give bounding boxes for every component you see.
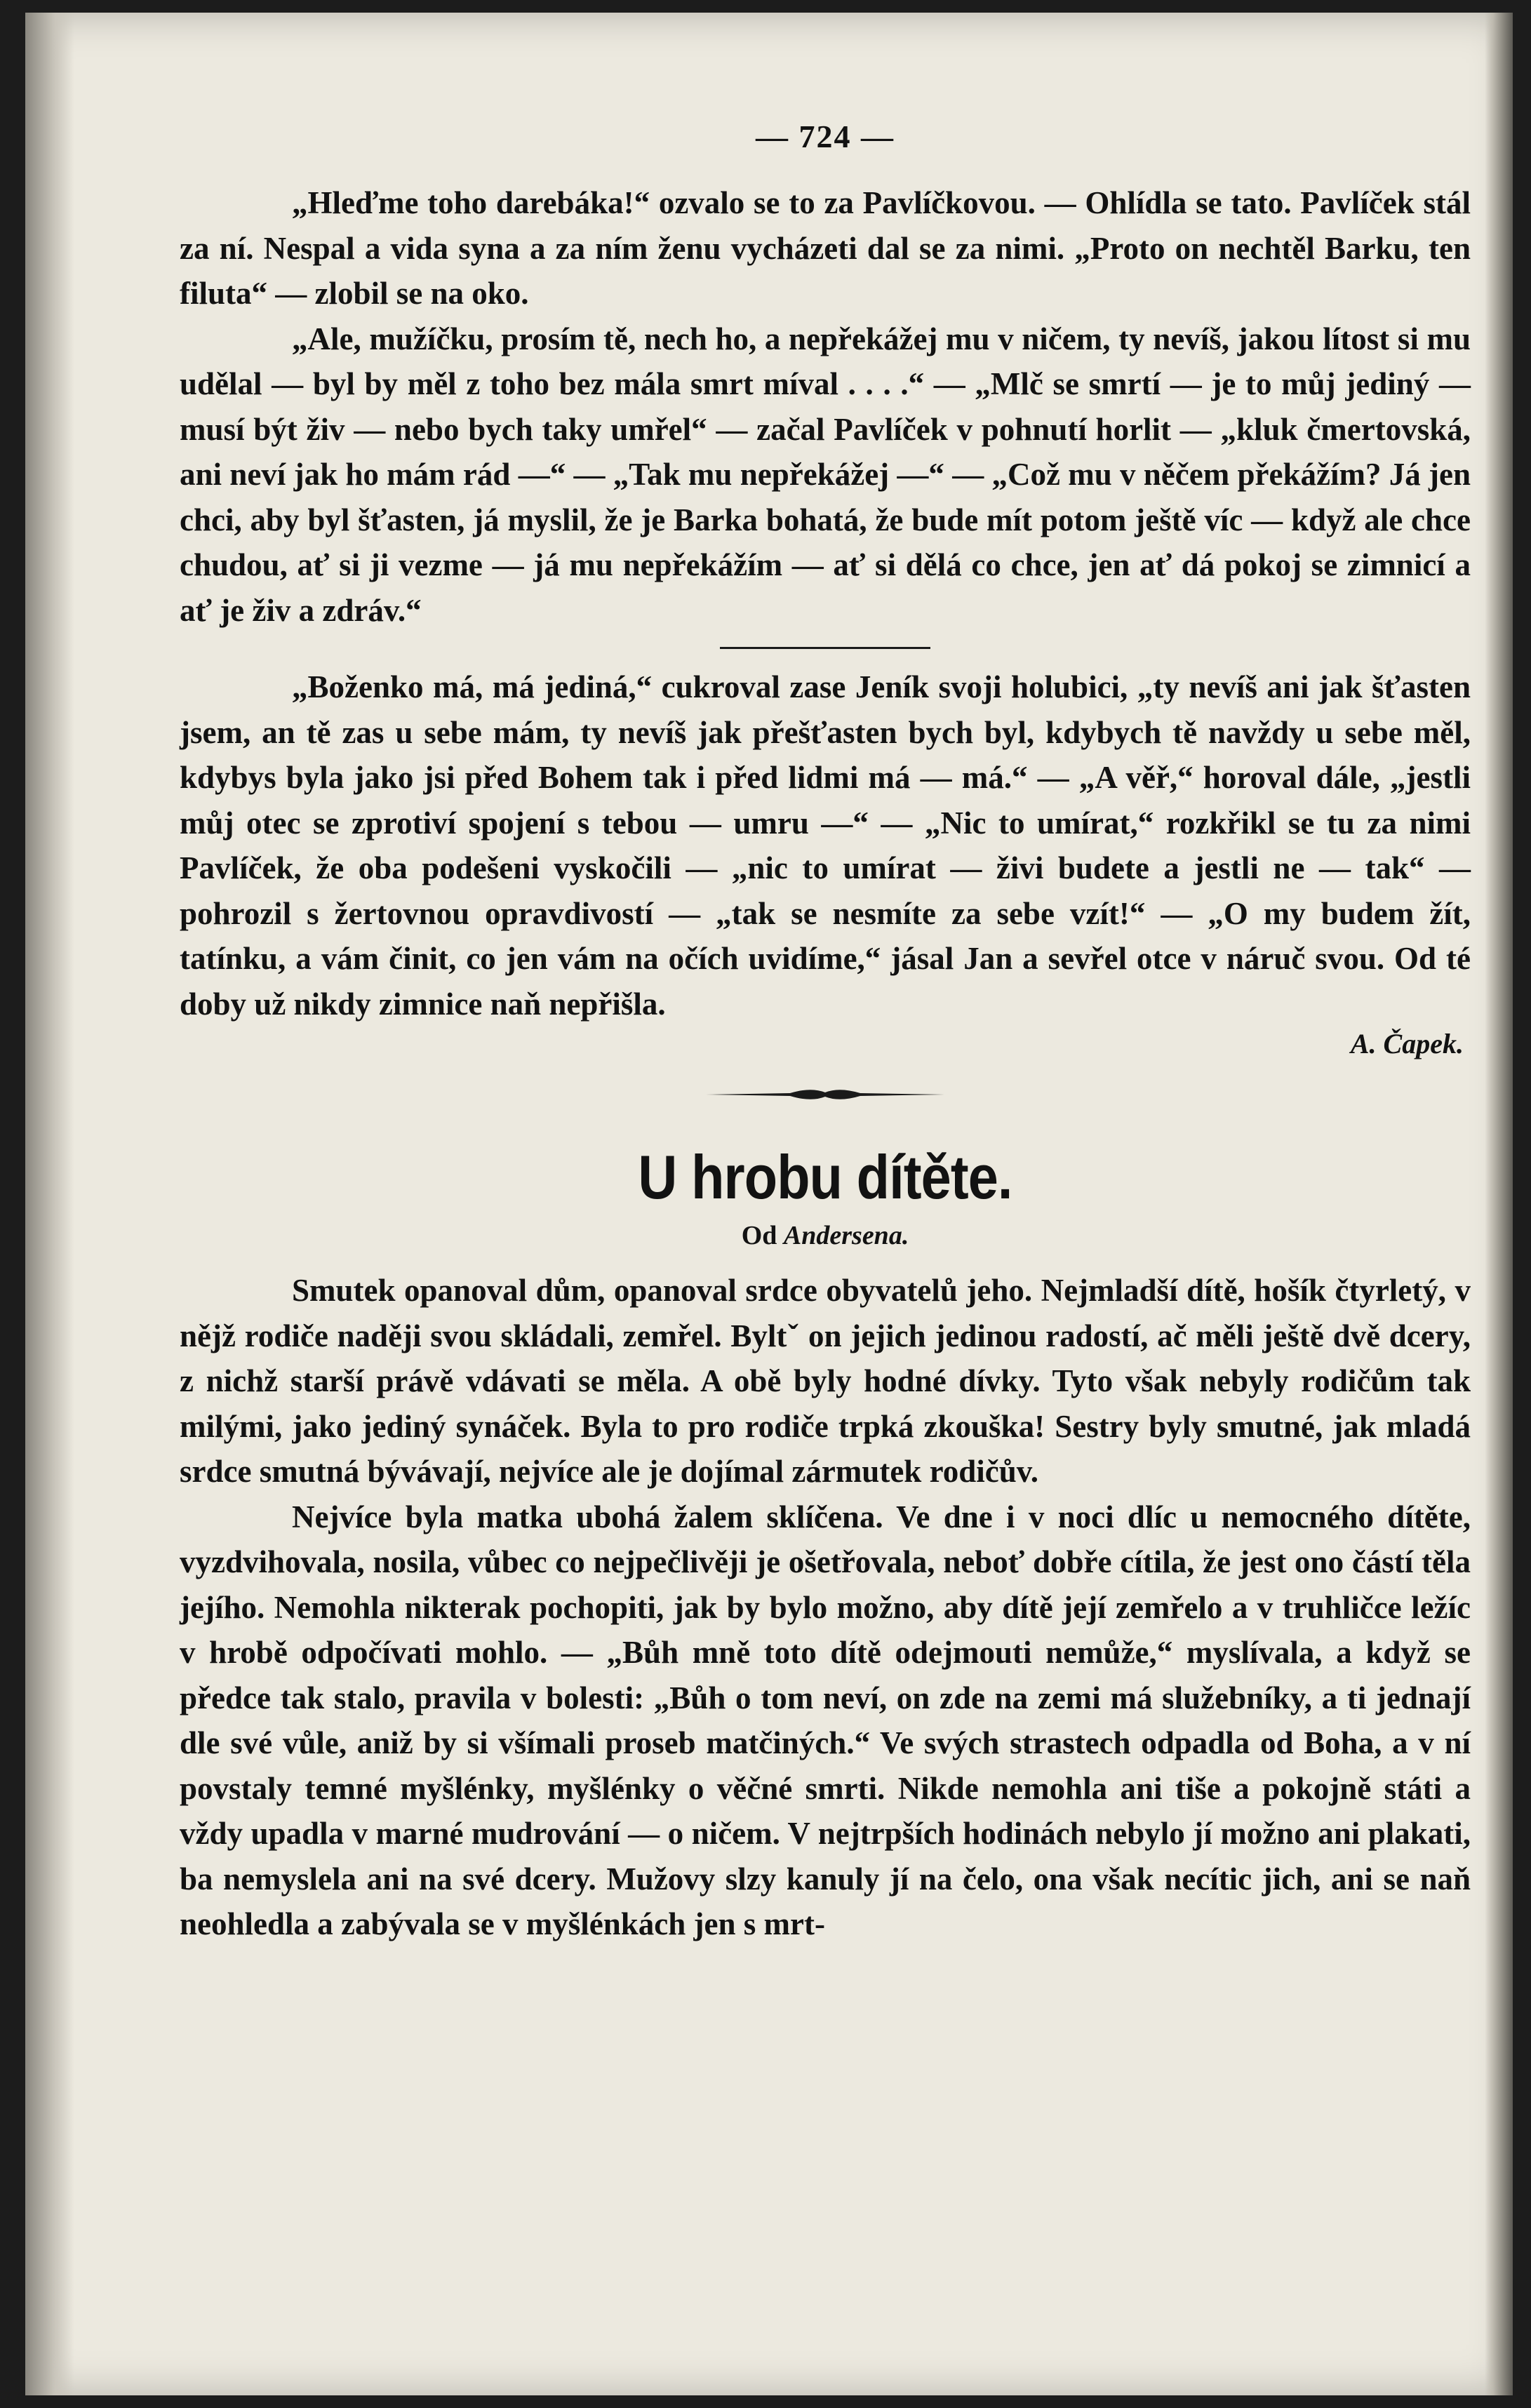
author-name: Andersena. [783,1221,909,1250]
story2-paragraph: Smutek opanoval dům, opanoval srdce obyvatelů jeho. Nejmladší dítě, hošík čtyrletý, v nějž rodiče naději svou skládali, zemřel. Byltˇ on jejich jedinou radostí, ač měli ještě dvě dcery, z nichž starší právě vdávati se měla. A obě byly hodné dívky. Tyto však nebyly rodičům tak milými, jako jediný synáček. Byla to pro rodiče trpká zkouška! Sestry byly smutné, jak mladá srdce smutná bývávají, nejvíce ale je dojímal zármutek rodičův. [180,1273,1471,1489]
ornament-divider [706,1084,944,1105]
section-divider [720,647,930,649]
story-author [180,1220,1471,1251]
story1-paragraph: „Ale, mužíčku, prosím tě, nech ho, a nepřekážej mu v ničem, ty nevíš, jakou lítost si mu udělal — byl by měl z toho bez mála smrt míval . . . .“ — „Mlč se smrtí — je to můj jediný — musí být živ — nebo bych taky umřel“ — začal Pavlíček v pohnutí horlit — „kluk čmertovská, ani neví jak ho mám rád —“ — „Tak mu nepřekážej —“ — „Což mu v něčem překážím? Já jen chci, aby byl šťasten, já myslil, že je Barka bohatá, že bude mít potom ještě víc — když ale chce chudou, ať si ji vezme — já mu nepřekážím — ať si dělá co chce, jen ať dá pokoj se zimnicí a ať je živ a zdráv.“ [180,321,1471,628]
story1-paragraph: „Boženko má, má jediná,“ cukroval zase Jeník svoji holubici, „ty nevíš ani jak šťasten jsem, an tě zas u sebe mám, ty nevíš jak přešťasten bych byl, kdybych tě navždy u sebe měl, kdybys byla jako jsi před Bohem tak i před lidmi má — má.“ — „A věř,“ horoval dále, „jestli můj otec se zprotiví spojení s tebou — umru —“ — „Nic to umírat,“ rozkřikl se tu za nimi Pavlíček, že oba podešeni vyskočili — „nic to umírat — živi budete a jestli ne — tak“ — pohrozil s žertovnou opravdivostí — „tak se nesmíte za sebe vzít!“ — „O my budem žít, tatínku, a vám činit, co jen vám na očích uvidíme,“ jásal Jan a sevřel otce v náruč svou. Od té doby už nikdy zimnice naň nepřišla. [180,669,1471,1022]
page-content [180,118,1471,1947]
page-number: — 724 — [756,119,895,154]
scanned-page [25,13,1513,2395]
story2-paragraph: Nejvíce byla matka ubohá žalem sklíčena. Ve dne i v noci dlíc u nemocného dítěte, vyzdvihovala, nosila, vůbec co nejpečlivěji je ošetřovala, neboť dobře cítila, že jest ono částí těla jejího. Nemohla nikterak pochopiti, jak by bylo možno, aby dítě její zemřelo a v truhličce ležíc v hrobě odpočívati mohlo. — „Bůh mně toto dítě odejmouti nemůže,“ myslívala, a když se předce tak stalo, pravila v bolesti: „Bůh o tom neví, on zde na zemi má služebníky, a ti jednají dle své vůle, aniž by si všímali proseb matčiných.“ Ve svých strastech odpadla od Boha, a v ní povstaly temné myšlénky, myšlénky o věčné smrti. Nikde nemohla ani tiše a pokojně státi a vždy upadla v marné mudrování — o ničem. V nejtrpších hodinách nebylo jí možno ani plakati, ba nemyslela ani na své dcery. Mužovy slzy kanuly jí na čelo, ona však necític jich, ani se naň neohledla a zabývala se v myšlénkách jen s mrt- [180,1499,1471,1941]
author-prefix: Od [741,1221,777,1250]
story1-paragraph: „Hleďme toho darebáka!“ ozvalo se to za Pavlíčkovou. — Ohlídla se tato. Pavlíček stál za ní. Nespal a vida syna a za ním ženu vycházeti dal se za nimi. „Proto on nechtěl Barku, ten filuta“ — zlobil se na oko. [180,185,1471,311]
story-title: U hrobu dítěte. [638,1142,1012,1212]
page-edge-shadow [1485,13,1513,2395]
story1-signature: A. Čapek. [1350,1028,1464,1059]
binding-shadow [25,13,74,2395]
